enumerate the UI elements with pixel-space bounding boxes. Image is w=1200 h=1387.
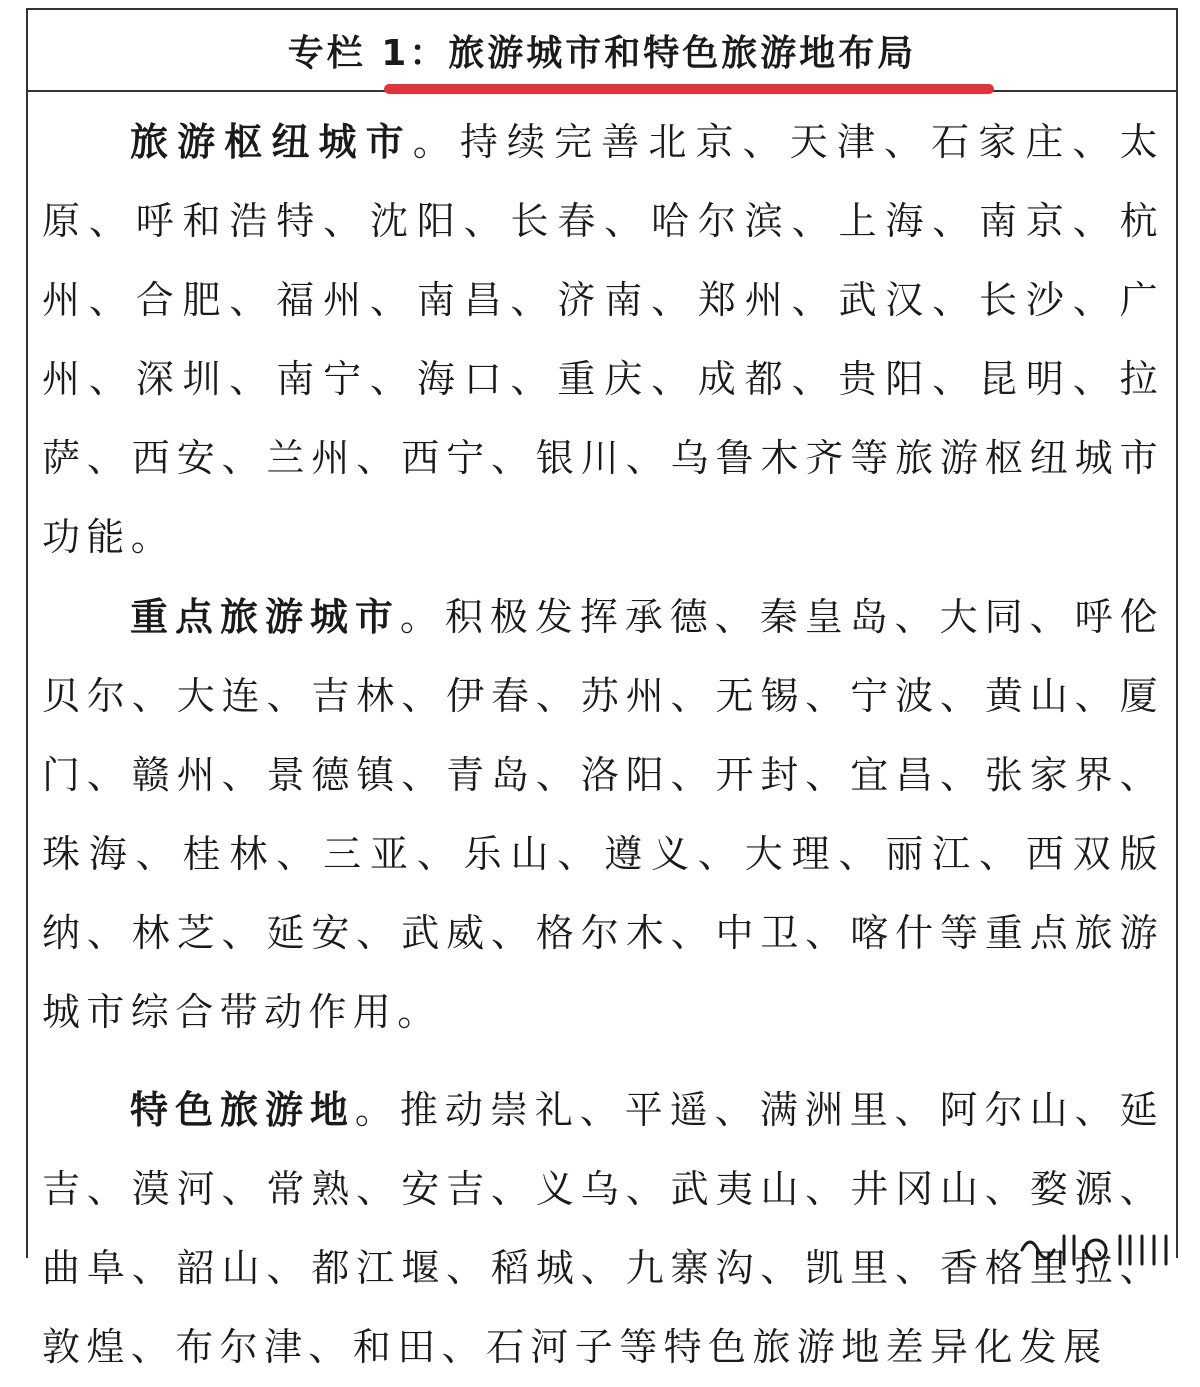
paragraph-lead: 旅游枢纽城市 <box>130 119 413 164</box>
paragraph-text: 。积极发挥承德、秦皇岛、大同、呼伦贝尔、大连、吉林、伊春、苏州、无锡、宁波、黄山、厦门、赣州、景德镇、青岛、洛阳、开封、宜昌、张家界、珠海、桂林、三亚、乐山、遵义、大理、丽江、西双版纳、林芝、延安、武威、格尔木、中卫、喀什等重点旅游城市综合带动作用。 <box>42 595 1164 1034</box>
column-box <box>26 8 1178 1369</box>
paragraph-text: 。推动崇礼、平遥、满洲里、阿尔山、延吉、漠河、常熟、安吉、义乌、武夷山、井冈山、婺源、曲阜、韶山、都江堰、稻城、九寨沟、凯里、香格里拉、敦煌、布尔津、和田、石河子等特色旅游地差异化发展 <box>42 1088 1164 1369</box>
paragraph-featured-destinations <box>42 1070 1164 1387</box>
paragraph-hub-cities <box>42 102 1164 577</box>
paragraph-lead: 重点旅游城市 <box>130 594 400 639</box>
watermark-logo <box>1012 1228 1178 1272</box>
paragraph-lead: 特色旅游地 <box>130 1087 355 1132</box>
title-red-underline <box>384 84 994 94</box>
column-title: 专栏 1：旅游城市和特色旅游地布局 <box>287 33 917 74</box>
paragraph-key-cities <box>42 577 1164 1052</box>
column-body <box>42 102 1164 1387</box>
column-header <box>28 10 1176 92</box>
paragraph-text: 。持续完善北京、天津、石家庄、太原、呼和浩特、沈阳、长春、哈尔滨、上海、南京、杭州、合肥、福州、南昌、济南、郑州、武汉、长沙、广州、深圳、南宁、海口、重庆、成都、贵阳、昆明、拉萨、西安、兰州、西宁、银川、乌鲁木齐等旅游枢纽城市功能。 <box>42 120 1164 559</box>
